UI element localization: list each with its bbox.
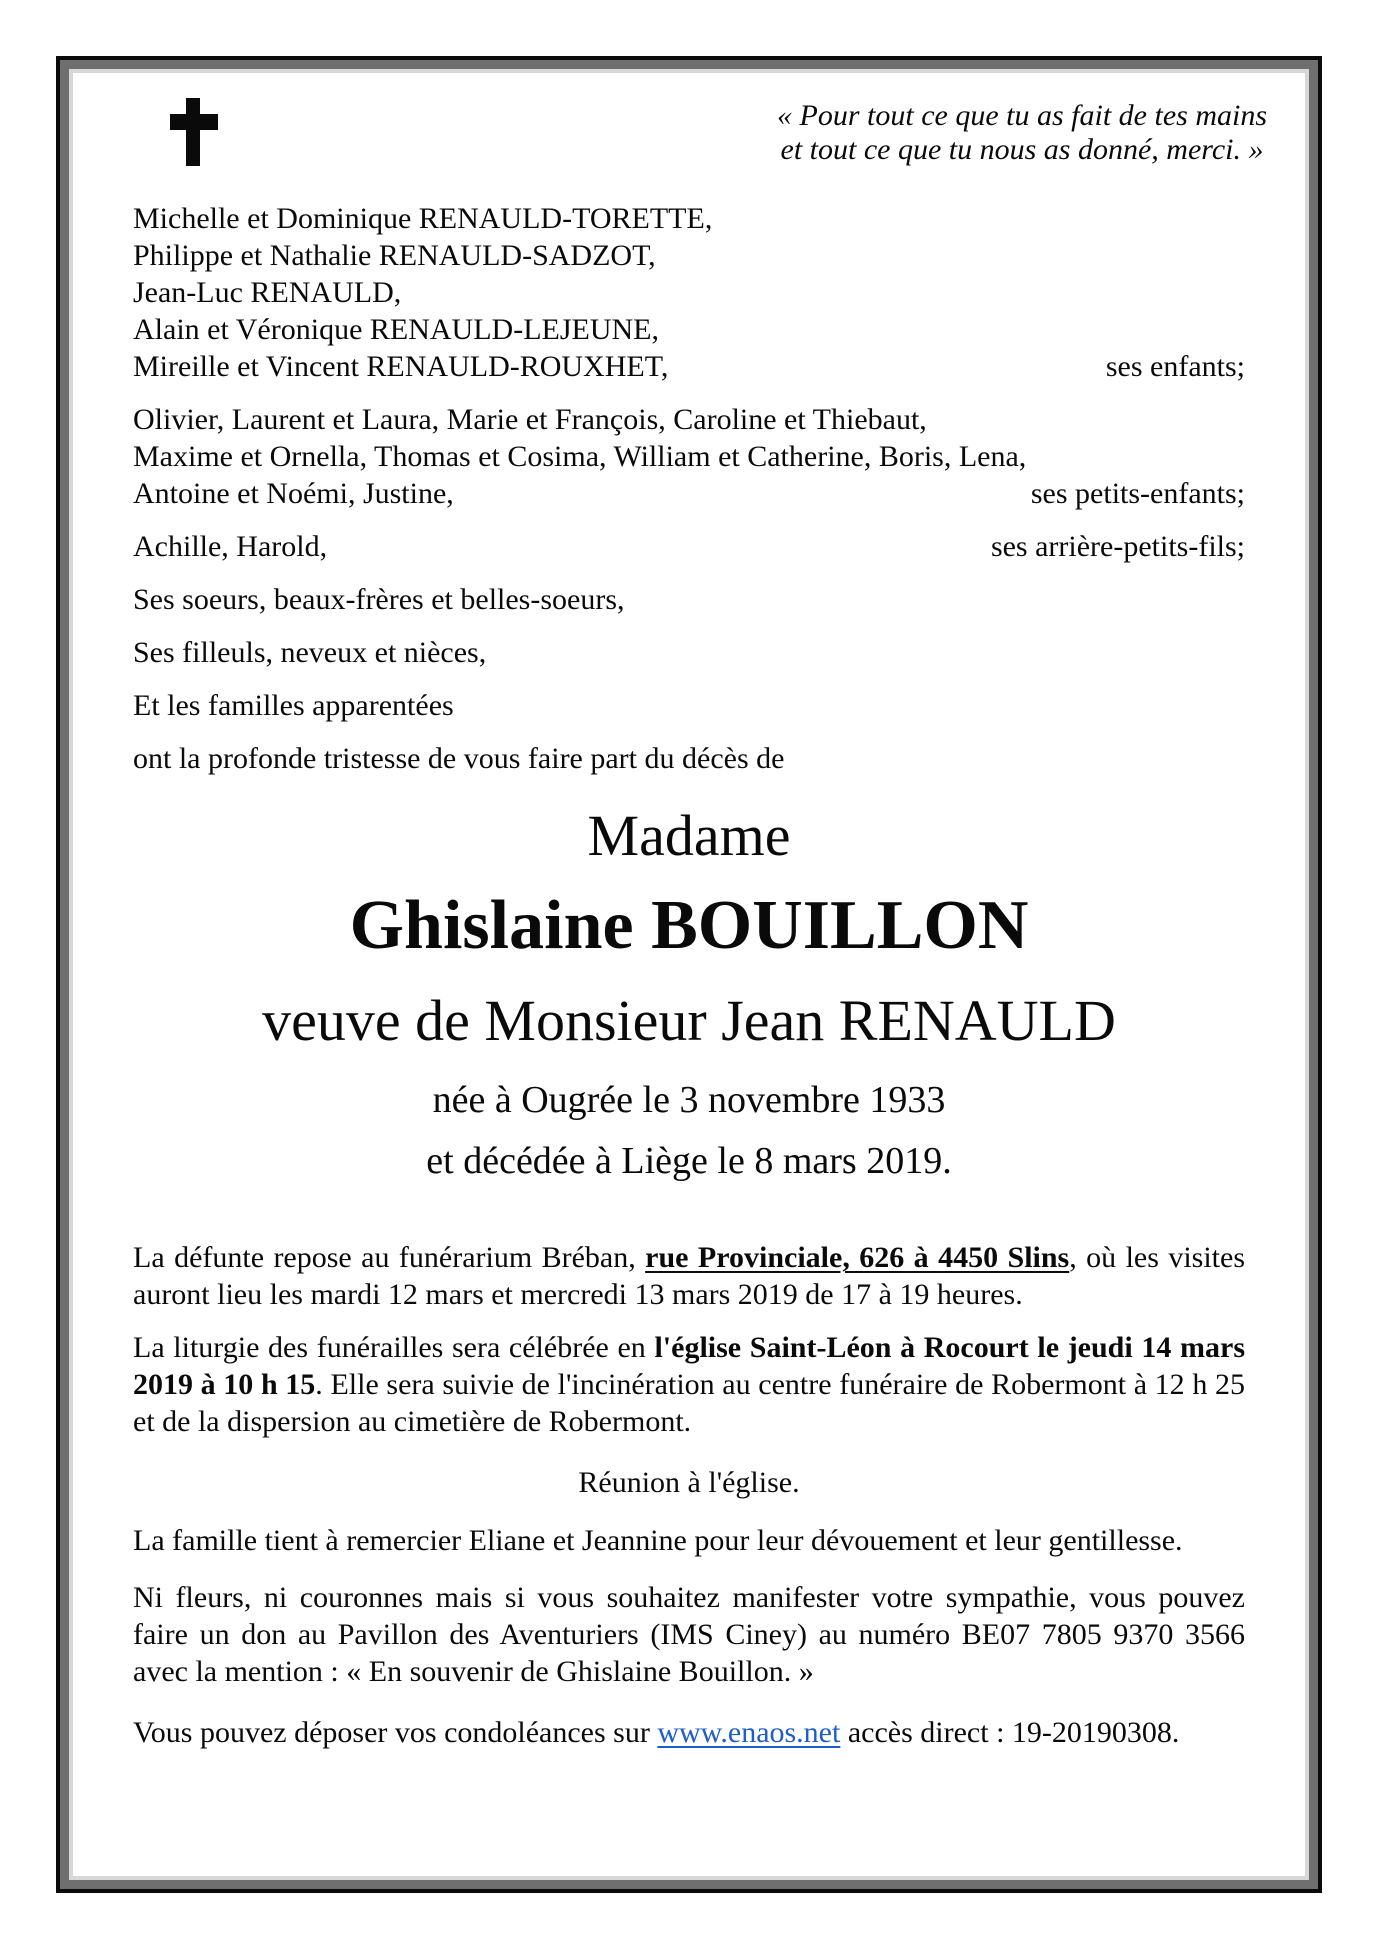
children-group xyxy=(133,200,1245,385)
latin-cross-icon xyxy=(170,98,218,166)
decorative-border-frame xyxy=(56,56,1322,1893)
cross-horizontal-bar xyxy=(170,114,218,130)
thanks-paragraph: La famille tient à remercier Eliane et Jeannine pour leur dévouement et leur gentillesse. xyxy=(133,1524,1183,1557)
liturgy-paragraph xyxy=(133,1329,1245,1440)
family-names-section xyxy=(133,200,1245,777)
grandchildren-group xyxy=(133,401,1245,512)
liturgy-text-pre: La liturgie des funérailles sera célébrée en xyxy=(133,1331,655,1364)
notice-header xyxy=(133,73,1267,166)
related-families-line: Et les familles apparentées xyxy=(133,689,454,722)
relationship-label-children: ses enfants; xyxy=(1105,350,1245,383)
great-grandsons-group xyxy=(133,528,1245,565)
godchildren-line: Ses filleuls, neveux et nièces, xyxy=(133,636,487,669)
death-line: et décédée à Liège le 8 mars 2019. xyxy=(426,1140,952,1182)
family-line xyxy=(133,348,1245,385)
condolences-text-post: accès direct : 19-20190308. xyxy=(840,1716,1180,1749)
epigraph-quote xyxy=(777,99,1267,167)
relationship-label-grandchildren: ses petits-enfants; xyxy=(1030,477,1245,510)
donation-paragraph: Ni fleurs, ni couronnes mais si vous souhaitez manifester votre sympathie, vous pouvez faire un don au Pavillon des Aventuriers (IMS Ciney) au numéro BE07 7805 9370 3566 avec la mention : « En souvenir de Ghislaine Bouillon. » xyxy=(133,1581,1245,1688)
birth-line: née à Ougrée le 3 novembre 1933 xyxy=(432,1079,946,1121)
family-line xyxy=(133,528,1245,565)
family-line-text: Antoine et Noémi, Justine, xyxy=(133,477,454,510)
decorative-border-mid xyxy=(60,60,1318,1889)
widow-line: veuve de Monsieur Jean RENAULD xyxy=(262,988,1116,1053)
notice-content-area xyxy=(69,69,1309,1880)
family-line: Michelle et Dominique RENAULD-TORETTE, xyxy=(133,202,713,235)
deceased-name: Ghislaine BOUILLON xyxy=(349,887,1029,964)
family-line: Philippe et Nathalie RENAULD-SADZOT, xyxy=(133,239,656,272)
family-line xyxy=(133,475,1245,512)
family-line: Olivier, Laurent et Laura, Marie et François, Caroline et Thiebaut, xyxy=(133,403,927,436)
repose-text-pre: La défunte repose au funérarium Bréban, xyxy=(133,1241,646,1274)
repose-paragraph xyxy=(133,1239,1245,1313)
deceased-section xyxy=(133,802,1245,1183)
family-line-text: Achille, Harold, xyxy=(133,530,328,563)
family-line: Alain et Véronique RENAULD-LEJEUNE, xyxy=(133,313,659,346)
enaos-link[interactable]: www.enaos.net xyxy=(657,1716,841,1749)
funeral-home-address: rue Provinciale, 626 à 4450 Slins xyxy=(645,1241,1070,1274)
repose-text-post: , où les visites auront lieu les mardi 12 mars et mercredi 13 mars 2019 de 17 à 19 heures. xyxy=(133,1241,1245,1311)
civility-title: Madame xyxy=(587,803,791,868)
liturgy-text-post: . Elle sera suivie de l'incinération au centre funéraire de Robermont à 12 h 25 et de la dispersion au cimetière de Robermont. xyxy=(133,1368,1245,1438)
condolences-text-pre: Vous pouvez déposer vos condoléances sur xyxy=(133,1716,658,1749)
announcement-line: ont la profonde tristesse de vous faire part du décès de xyxy=(133,742,785,775)
cross-vertical-bar xyxy=(186,98,200,166)
siblings-line: Ses soeurs, beaux-frères et belles-soeurs, xyxy=(133,583,625,616)
quote-line-1: « Pour tout ce que tu as fait de tes mains xyxy=(777,99,1267,132)
condolences-paragraph xyxy=(133,1714,1245,1751)
church-meeting-line: Réunion à l'église. xyxy=(578,1466,800,1499)
relationship-label-great-grandsons: ses arrière-petits-fils; xyxy=(990,530,1245,563)
quote-line-2: et tout ce que tu nous as donné, merci. » xyxy=(780,133,1264,166)
family-line-text: Mireille et Vincent RENAULD-ROUXHET, xyxy=(133,350,669,383)
family-line: Jean-Luc RENAULD, xyxy=(133,276,402,309)
ceremony-details-section xyxy=(133,1239,1245,1751)
liturgy-church-datetime: l'église Saint-Léon à Rocourt le jeudi 14 mars 2019 à 10 h 15 xyxy=(133,1331,1245,1401)
family-line: Maxime et Ornella, Thomas et Cosima, William et Catherine, Boris, Lena, xyxy=(133,440,1027,473)
